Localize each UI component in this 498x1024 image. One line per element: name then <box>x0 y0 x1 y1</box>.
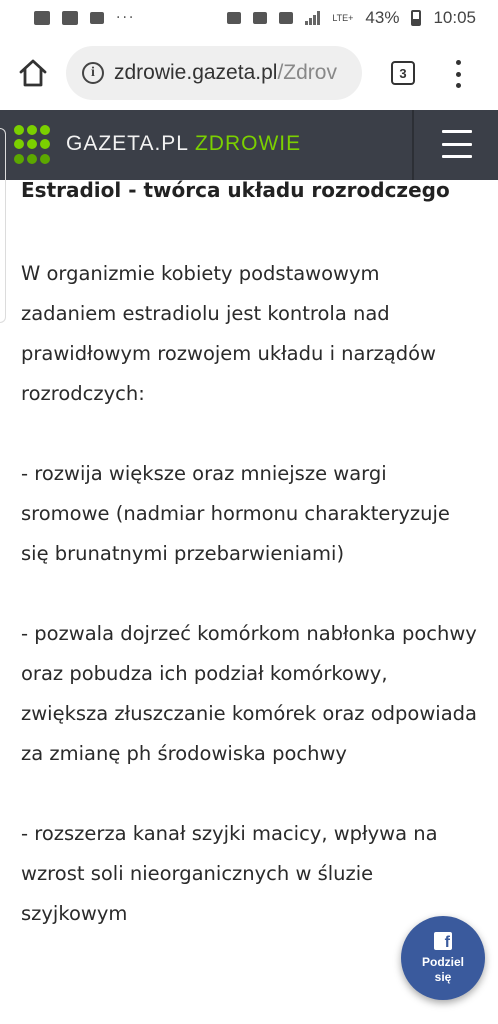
info-icon[interactable]: i <box>82 62 104 84</box>
share-label: Podziel się <box>421 954 464 984</box>
browser-menu-icon[interactable] <box>452 60 464 88</box>
home-icon[interactable] <box>18 58 48 88</box>
facebook-icon <box>434 932 452 950</box>
battery-percent: 43% <box>365 8 400 27</box>
fan-icon <box>90 12 104 24</box>
nfc-icon <box>279 12 293 24</box>
alarm-icon <box>253 12 267 24</box>
network-type: LTE+ <box>332 13 354 23</box>
bluetooth-icon <box>227 12 241 24</box>
article-paragraph: - pozwala dojrzeć komórkom nabłonka pochwy oraz pobudza ich podział komórkowy, zwiększa złuszczanie komórek oraz odpowiada za zmianę ph środowiska pochwy <box>21 622 477 765</box>
overflow-icon: ··· <box>116 10 136 26</box>
article-heading: Estradiol - twórca układu rozrodczego <box>21 180 450 202</box>
battery-icon <box>411 10 421 26</box>
clock: 10:05 <box>433 8 476 27</box>
url-host: zdrowie.gazeta.pl <box>114 61 278 84</box>
brand-primary: GAZETA.PL <box>66 132 189 155</box>
calendar-icon <box>34 11 50 25</box>
browser-toolbar <box>0 36 498 110</box>
header-divider <box>412 110 414 180</box>
article-paragraph: - rozszerza kanał szyjki macicy, wpływa na wzrost soli nieorganicznych w śluzie szyjkowym <box>21 822 438 925</box>
article-paragraph: W organizmie kobiety podstawowym zadaniem estradiolu jest kontrola nad prawidłowym rozwojem układu i narządów rozrodczych: <box>21 262 436 405</box>
gazeta-logo-icon[interactable] <box>14 125 54 165</box>
article-body <box>0 180 498 1024</box>
facebook-share-button[interactable] <box>401 916 485 1000</box>
status-bar <box>0 0 498 36</box>
hamburger-menu-icon[interactable] <box>442 130 472 158</box>
signal-icon <box>305 11 320 25</box>
url-text[interactable] <box>114 61 337 85</box>
url-path: /Zdrov <box>277 61 337 84</box>
tab-count: 3 <box>399 65 407 81</box>
article-paragraph: - rozwija większe oraz mniejsze wargi sromowe (nadmiar hormonu charakteryzuje się brunatnymi przebarwieniami) <box>21 462 450 565</box>
site-header <box>0 110 498 180</box>
image-icon <box>62 11 78 25</box>
address-bar[interactable] <box>66 46 362 100</box>
tab-switcher-button[interactable] <box>391 61 415 85</box>
brand-section: ZDROWIE <box>194 132 302 155</box>
site-brand[interactable] <box>66 132 301 156</box>
